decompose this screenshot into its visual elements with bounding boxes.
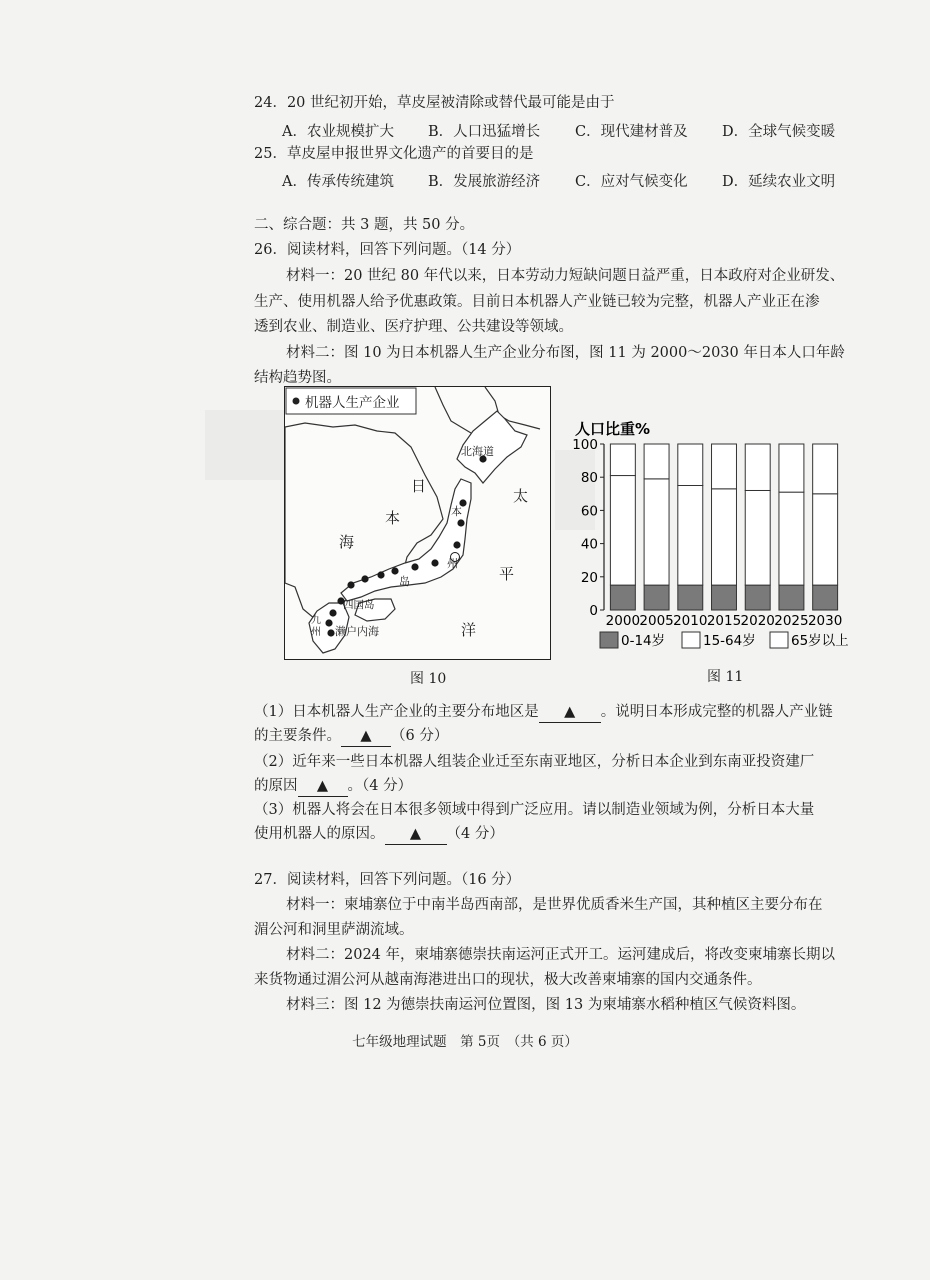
chart-title: 人口比重% <box>575 420 651 438</box>
y-tick-label: 80 <box>580 470 598 487</box>
y-tick-label: 0 <box>589 603 598 619</box>
q27-stem: 27．阅读材料，回答下列问题。（16 分） <box>254 872 521 888</box>
q24-option-d: D．全球气候变暖 <box>722 124 836 140</box>
q26-material1-line2: 生产、使用机器人给予优惠政策。目前日本机器人产业链已较为完整，机器人产业正在渗 <box>254 294 820 310</box>
q27-material2-line1: 材料二：2024 年，柬埔寨德崇扶南运河正式开工。运河建成后，将改变柬埔寨长期以 <box>286 947 836 963</box>
legend-swatch <box>770 632 788 648</box>
page-footer: 七年级地理试题 第 5页 （共 6 页） <box>352 1034 578 1050</box>
legend-label: 65岁以上 <box>791 633 849 649</box>
q25-option-b: B．发展旅游经济 <box>428 174 541 190</box>
bar-segment <box>610 444 635 476</box>
robot-factory-dot <box>329 609 336 616</box>
chart-xticks <box>606 613 843 629</box>
bar-segment <box>644 585 669 610</box>
chart-legend <box>600 632 849 649</box>
legend-swatch <box>600 632 618 648</box>
bleed-through-mark <box>205 410 285 480</box>
legend-label: 15-64岁 <box>703 633 756 649</box>
q26-sub3-line1: （3）机器人将会在日本很多领域中得到广泛应用。请以制造业领域为例，分析日本大量 <box>254 802 815 818</box>
q26-sub2-line2: 的原因 ▲ 。（4 分） <box>254 776 412 797</box>
bar-segment <box>712 585 737 610</box>
figure11-caption: 图 11 <box>707 669 744 685</box>
shikoku-label: 四国岛 <box>343 599 375 611</box>
y-tick-label: 60 <box>580 503 598 520</box>
q25-stem: 25．草皮屋申报世界文化遗产的首要目的是 <box>254 146 534 162</box>
bar-segment <box>678 486 703 586</box>
bar-segment <box>678 585 703 610</box>
sea-label-ben: 本 <box>385 509 401 527</box>
bar-segment <box>813 585 838 610</box>
answer-blank[interactable]: ▲ <box>341 726 391 747</box>
sea-label-ri: 日 <box>411 477 427 495</box>
x-tick-label: 2025 <box>774 613 809 629</box>
bar-segment <box>745 444 770 490</box>
legend-label: 0-14岁 <box>621 633 666 649</box>
bar-segment <box>779 585 804 610</box>
q26-sub2-line1: （2）近年来一些日本机器人组装企业迁至东南亚地区，分析日本企业到东南亚投资建厂 <box>254 754 815 770</box>
q26-sub1-line2: 的主要条件。 ▲ （6 分） <box>254 726 448 747</box>
q24-option-b: B．人口迅猛增长 <box>428 124 541 140</box>
bar-segment <box>745 585 770 610</box>
q26-material1-line3: 透到农业、制造业、医疗护理、公共建设等领域。 <box>254 319 573 335</box>
sea-label-hai: 海 <box>339 533 355 551</box>
population-age-chart <box>570 410 870 660</box>
q25-option-a: A．传承传统建筑 <box>282 174 394 190</box>
map-legend-label: 机器人生产企业 <box>305 395 400 411</box>
robot-factory-dot <box>327 629 334 636</box>
bar-segment <box>745 490 770 585</box>
figure10-caption: 图 10 <box>410 671 447 687</box>
q26-material2-line2: 结构趋势图。 <box>254 370 341 386</box>
bar-segment <box>813 494 838 585</box>
sakhalin-coast <box>435 387 471 433</box>
honshu-label-ben: 本 <box>451 505 462 518</box>
ocean-label-tai: 太 <box>513 487 529 505</box>
chart-axis <box>572 437 604 619</box>
map-drawing <box>285 387 550 659</box>
q27-material1-line2: 湄公河和洞里萨湖流域。 <box>254 922 414 938</box>
legend-swatch <box>682 632 700 648</box>
chart-bars <box>610 444 837 610</box>
seto-label: 濑户内海 <box>335 625 379 638</box>
robot-factory-dot <box>377 571 384 578</box>
bar-segment <box>678 444 703 486</box>
q25-option-d: D．延续农业文明 <box>722 174 836 190</box>
q26-material1-line1: 材料一：20 世纪 80 年代以来，日本劳动力短缺问题日益严重，日本政府对企业研发、 <box>286 268 845 284</box>
section-heading: 二、综合题：共 3 题，共 50 分。 <box>254 217 475 233</box>
honshu-label-dao: 岛 <box>399 575 410 588</box>
x-tick-label: 2030 <box>807 613 843 629</box>
q26-sub3-line2: 使用机器人的原因。 ▲ （4 分） <box>254 824 504 845</box>
x-tick-label: 2000 <box>605 613 641 629</box>
bar-segment <box>779 444 804 492</box>
bar-segment <box>610 476 635 586</box>
answer-blank[interactable]: ▲ <box>539 702 601 723</box>
bar-segment <box>779 492 804 585</box>
answer-blank[interactable]: ▲ <box>298 776 348 797</box>
bar-segment <box>813 444 838 494</box>
bar-segment <box>712 444 737 489</box>
robot-factory-dot <box>457 519 464 526</box>
y-tick-label: 20 <box>580 569 598 586</box>
hokkaido-label: 北海道 <box>461 445 494 458</box>
ocean-label-yang: 洋 <box>461 621 477 639</box>
x-tick-label: 2020 <box>740 613 775 629</box>
q27-material2-line2: 来货物通过湄公河从越南海港进出口的现状，极大改善柬埔寨的国内交通条件。 <box>254 972 762 988</box>
robot-factory-dot <box>431 559 438 566</box>
honshu-label-zhou: 州 <box>447 557 458 570</box>
robot-factory-dot <box>391 567 398 574</box>
x-tick-label: 2005 <box>639 613 674 629</box>
q24-option-a: A．农业规模扩大 <box>282 124 394 140</box>
bar-segment <box>712 489 737 585</box>
y-tick-label: 40 <box>580 536 598 553</box>
ocean-label-ping: 平 <box>499 565 515 583</box>
chart-canvas <box>570 410 870 660</box>
y-tick-label: 100 <box>572 437 598 453</box>
robot-factory-dot <box>347 581 354 588</box>
robot-factory-dot <box>325 619 332 626</box>
q26-material2-line1: 材料二：图 10 为日本机器人生产企业分布图，图 11 为 2000～2030 年日本人口年龄 <box>286 345 845 361</box>
q27-material3-line1: 材料三：图 12 为德崇扶南运河位置图，图 13 为柬埔寨水稻种植区气候资料图。 <box>286 997 806 1013</box>
japan-robot-map <box>284 386 551 660</box>
legend-dot <box>293 398 300 405</box>
q24-option-c: C．现代建材普及 <box>575 124 688 140</box>
bar-segment <box>644 444 669 479</box>
q26-stem: 26．阅读材料，回答下列问题。（14 分） <box>254 242 521 258</box>
robot-factory-dot <box>453 541 460 548</box>
bar-segment <box>610 585 635 610</box>
x-tick-label: 2010 <box>673 613 708 629</box>
q24-stem: 24．20 世纪初开始，草皮屋被清除或替代最可能是由于 <box>254 95 615 111</box>
q27-material1-line1: 材料一：柬埔寨位于中南半岛西南部，是世界优质香米生产国，其种植区主要分布在 <box>286 897 823 913</box>
q25-option-c: C．应对气候变化 <box>575 174 688 190</box>
robot-factory-dot <box>361 575 368 582</box>
q26-sub1-line1: （1）日本机器人生产企业的主要分布地区是 ▲ 。说明日本形成完整的机器人产业链 <box>254 702 833 723</box>
robot-factory-dot <box>411 563 418 570</box>
x-tick-label: 2015 <box>706 613 742 629</box>
answer-blank[interactable]: ▲ <box>385 824 447 845</box>
kyushu-label: 九州 <box>311 615 321 638</box>
bar-segment <box>644 479 669 585</box>
